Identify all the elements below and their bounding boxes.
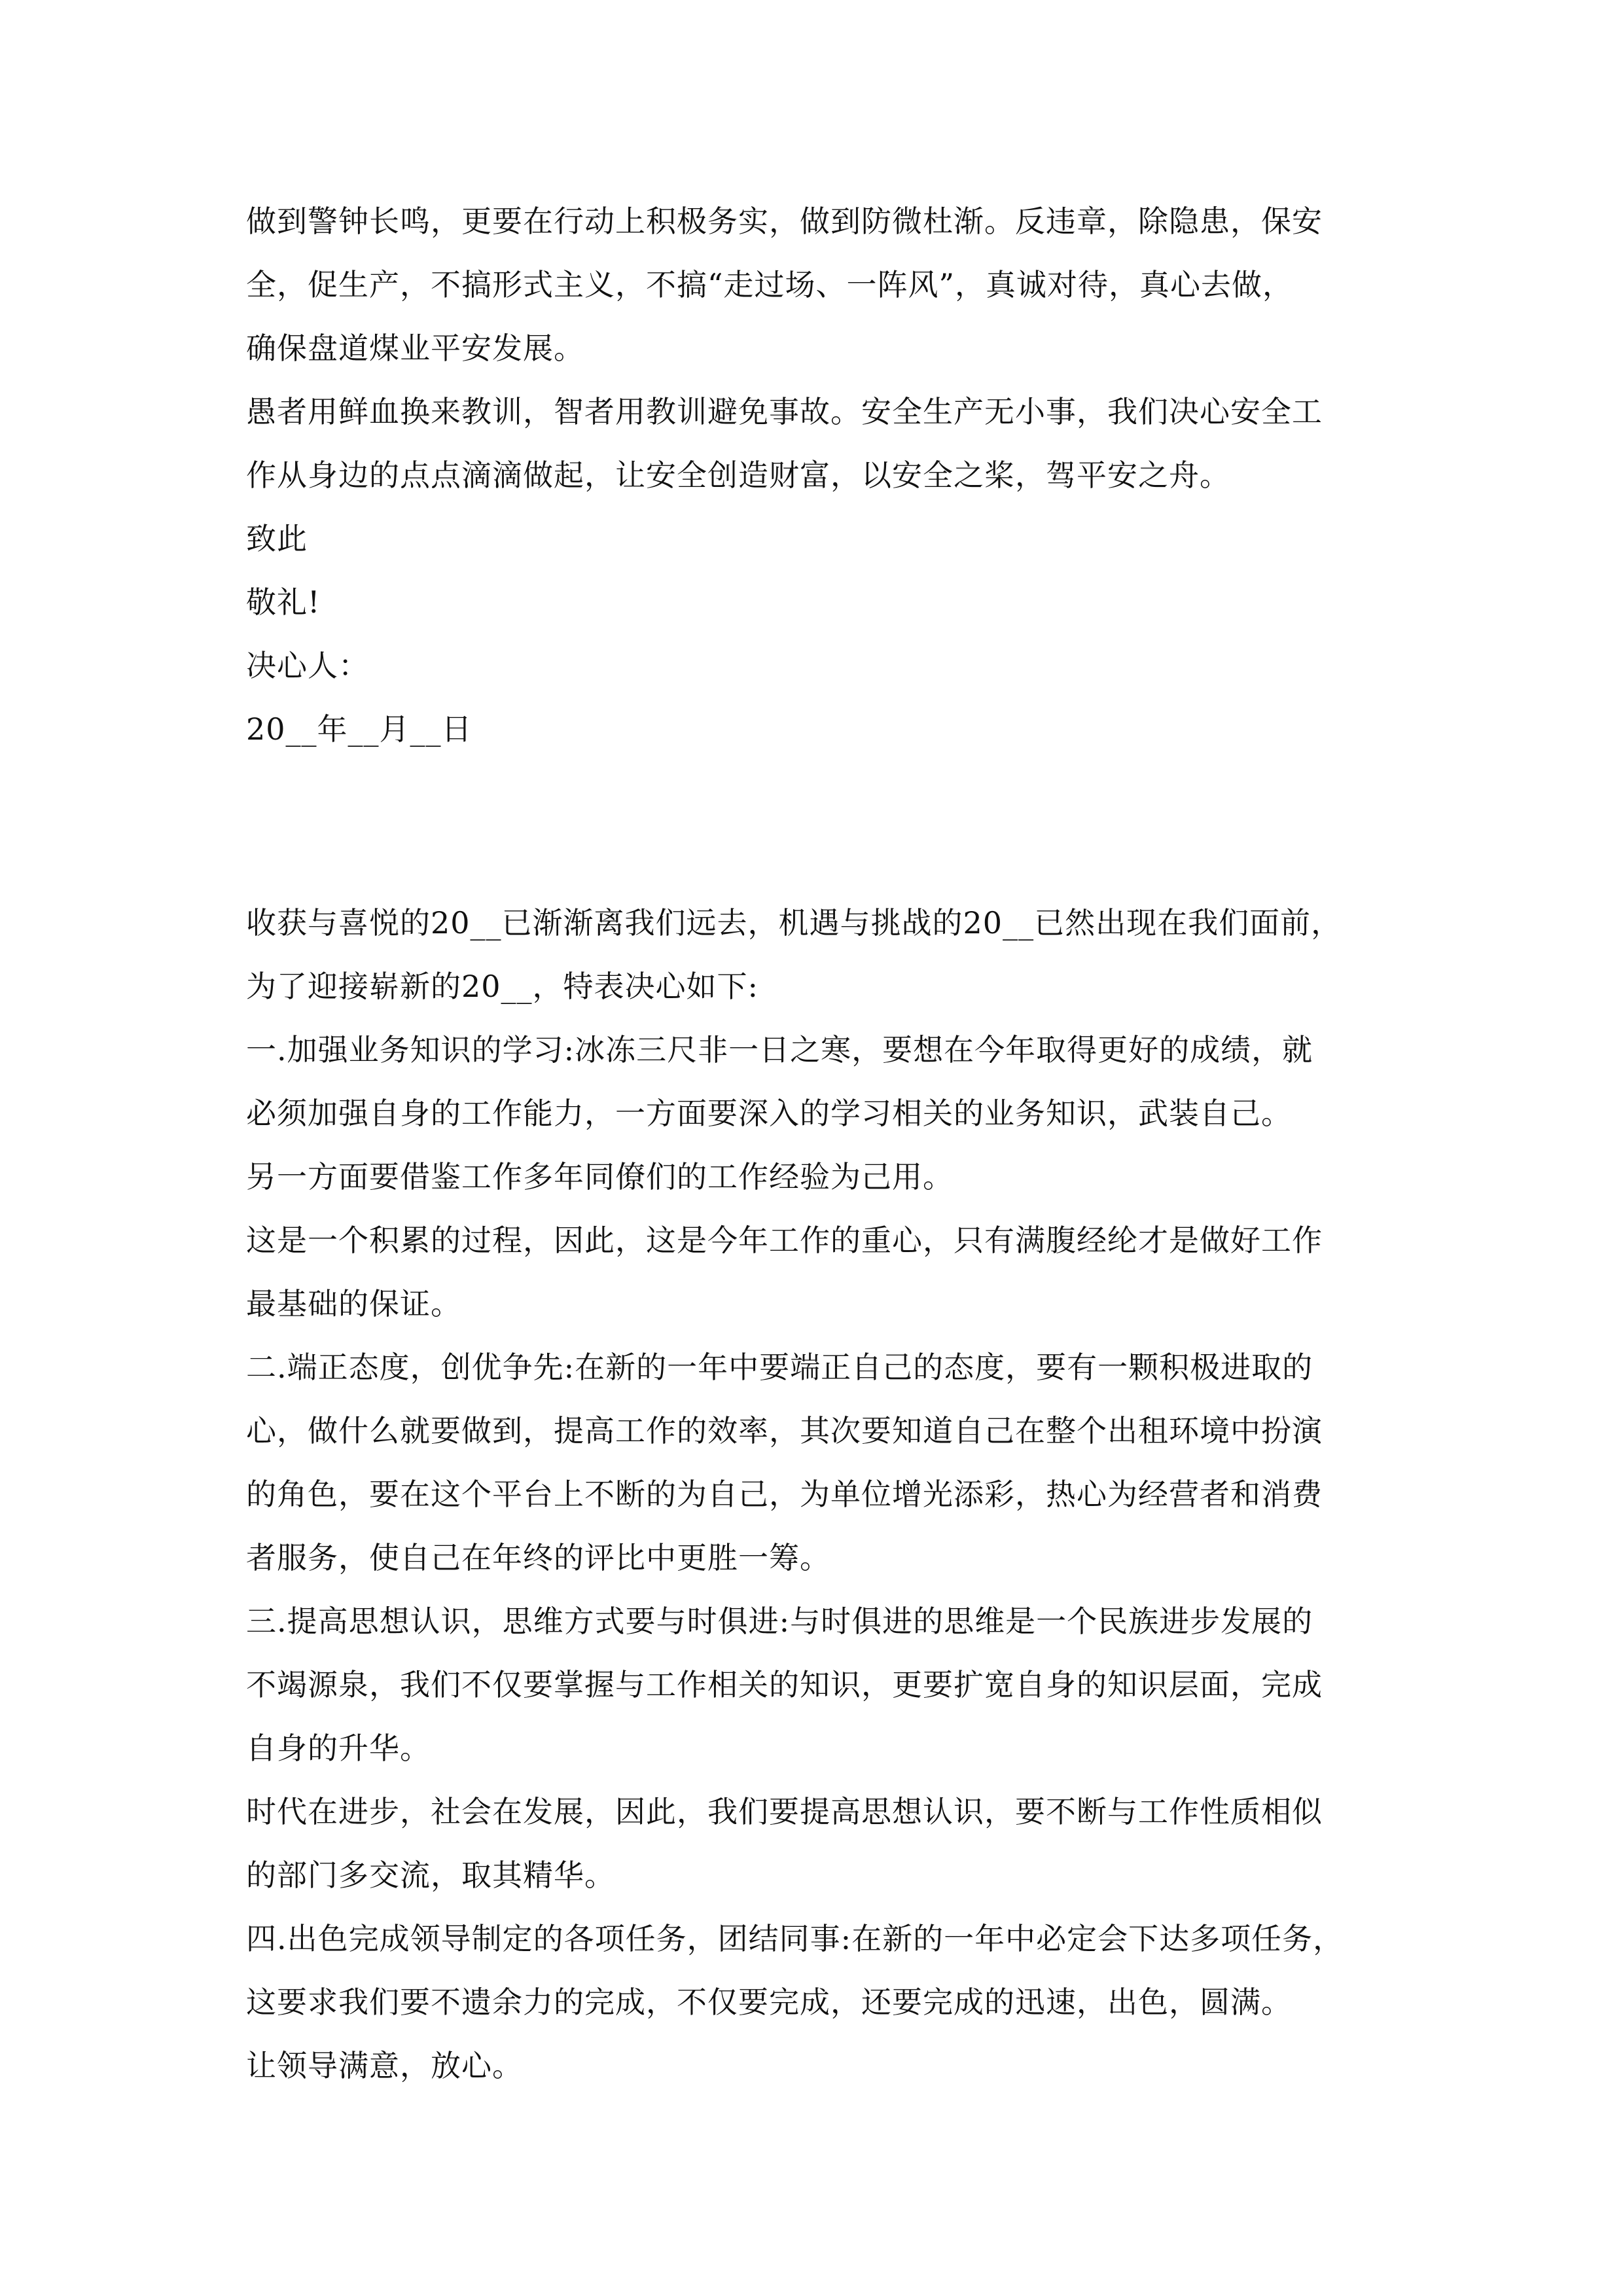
text-line: 不竭源泉，我们不仅要掌握与工作相关的知识，更要扩宽自身的知识层面，完成 (246, 1667, 1323, 1702)
text-line: 这要求我们要不遗余力的完成，不仅要完成，还要完成的迅速，出色，圆满。 (246, 1984, 1292, 2020)
text-line: 时代在进步，社会在发展，因此，我们要提高思想认识，要不断与工作性质相似 (246, 1794, 1323, 1829)
text-line: 最基础的保证。 (246, 1286, 461, 1321)
signer-line: 决心人： (246, 648, 369, 683)
resolution-section (246, 891, 1411, 2098)
text-line: 做到警钟长鸣，更要在行动上积极务实，做到防微杜渐。反违章，除隐患，保安 (246, 204, 1323, 239)
text-line: 收获与喜悦的20__已渐渐离我们远去，机遇与挑战的20__已然出现在我们面前， (246, 905, 1342, 941)
text-line: 二.端正态度，创优争先:在新的一年中要端正自己的态度，要有一颗积极进取的 (246, 1350, 1313, 1385)
text-line: 自身的升华。 (246, 1731, 431, 1766)
text-line: 这是一个积累的过程，因此，这是今年工作的重心，只有满腹经纶才是做好工作 (246, 1223, 1323, 1258)
text-line: 者服务，使自己在年终的评比中更胜一筹。 (246, 1540, 830, 1575)
text-line: 愚者用鲜血换来教训，智者用教训避免事故。安全生产无小事，我们决心安全工 (246, 394, 1323, 429)
text-line: 为了迎接崭新的20__，特表决心如下: (246, 969, 759, 1004)
letter-closing-section (246, 190, 1411, 761)
salutation-line: 敬礼! (246, 584, 321, 620)
text-line: 一.加强业务知识的学习:冰冻三尺非一日之寒，要想在今年取得更好的成绩，就 (246, 1032, 1313, 1067)
text-line: 的角色，要在这个平台上不断的为自己，为单位增光添彩，热心为经营者和消费 (246, 1477, 1323, 1512)
date-line: 20__年__月__日 (246, 711, 473, 747)
text-line: 心，做什么就要做到，提高工作的效率，其次要知道自己在整个出租环境中扮演 (246, 1413, 1323, 1448)
text-line: 必须加强自身的工作能力，一方面要深入的学习相关的业务知识，武装自己。 (246, 1096, 1292, 1131)
text-line: 四.出色完成领导制定的各项任务，团结同事:在新的一年中必定会下达多项任务， (246, 1921, 1344, 1956)
text-line: 的部门多交流，取其精华。 (246, 1857, 615, 1893)
text-line: 全，促生产，不搞形式主义，不搞“走过场、一阵风”，真诚对待，真心去做， (246, 267, 1294, 302)
text-line: 让领导满意，放心。 (246, 2048, 523, 2083)
salutation-line: 致此 (246, 521, 308, 556)
text-line: 三.提高思想认识，思维方式要与时俱进:与时俱进的思维是一个民族进步发展的 (246, 1604, 1313, 1639)
text-line: 确保盘道煤业平安发展。 (246, 331, 584, 366)
text-line: 作从身边的点点滴滴做起，让安全创造财富，以安全之桨，驾平安之舟。 (246, 457, 1230, 493)
text-line: 另一方面要借鉴工作多年同僚们的工作经验为己用。 (246, 1159, 954, 1194)
